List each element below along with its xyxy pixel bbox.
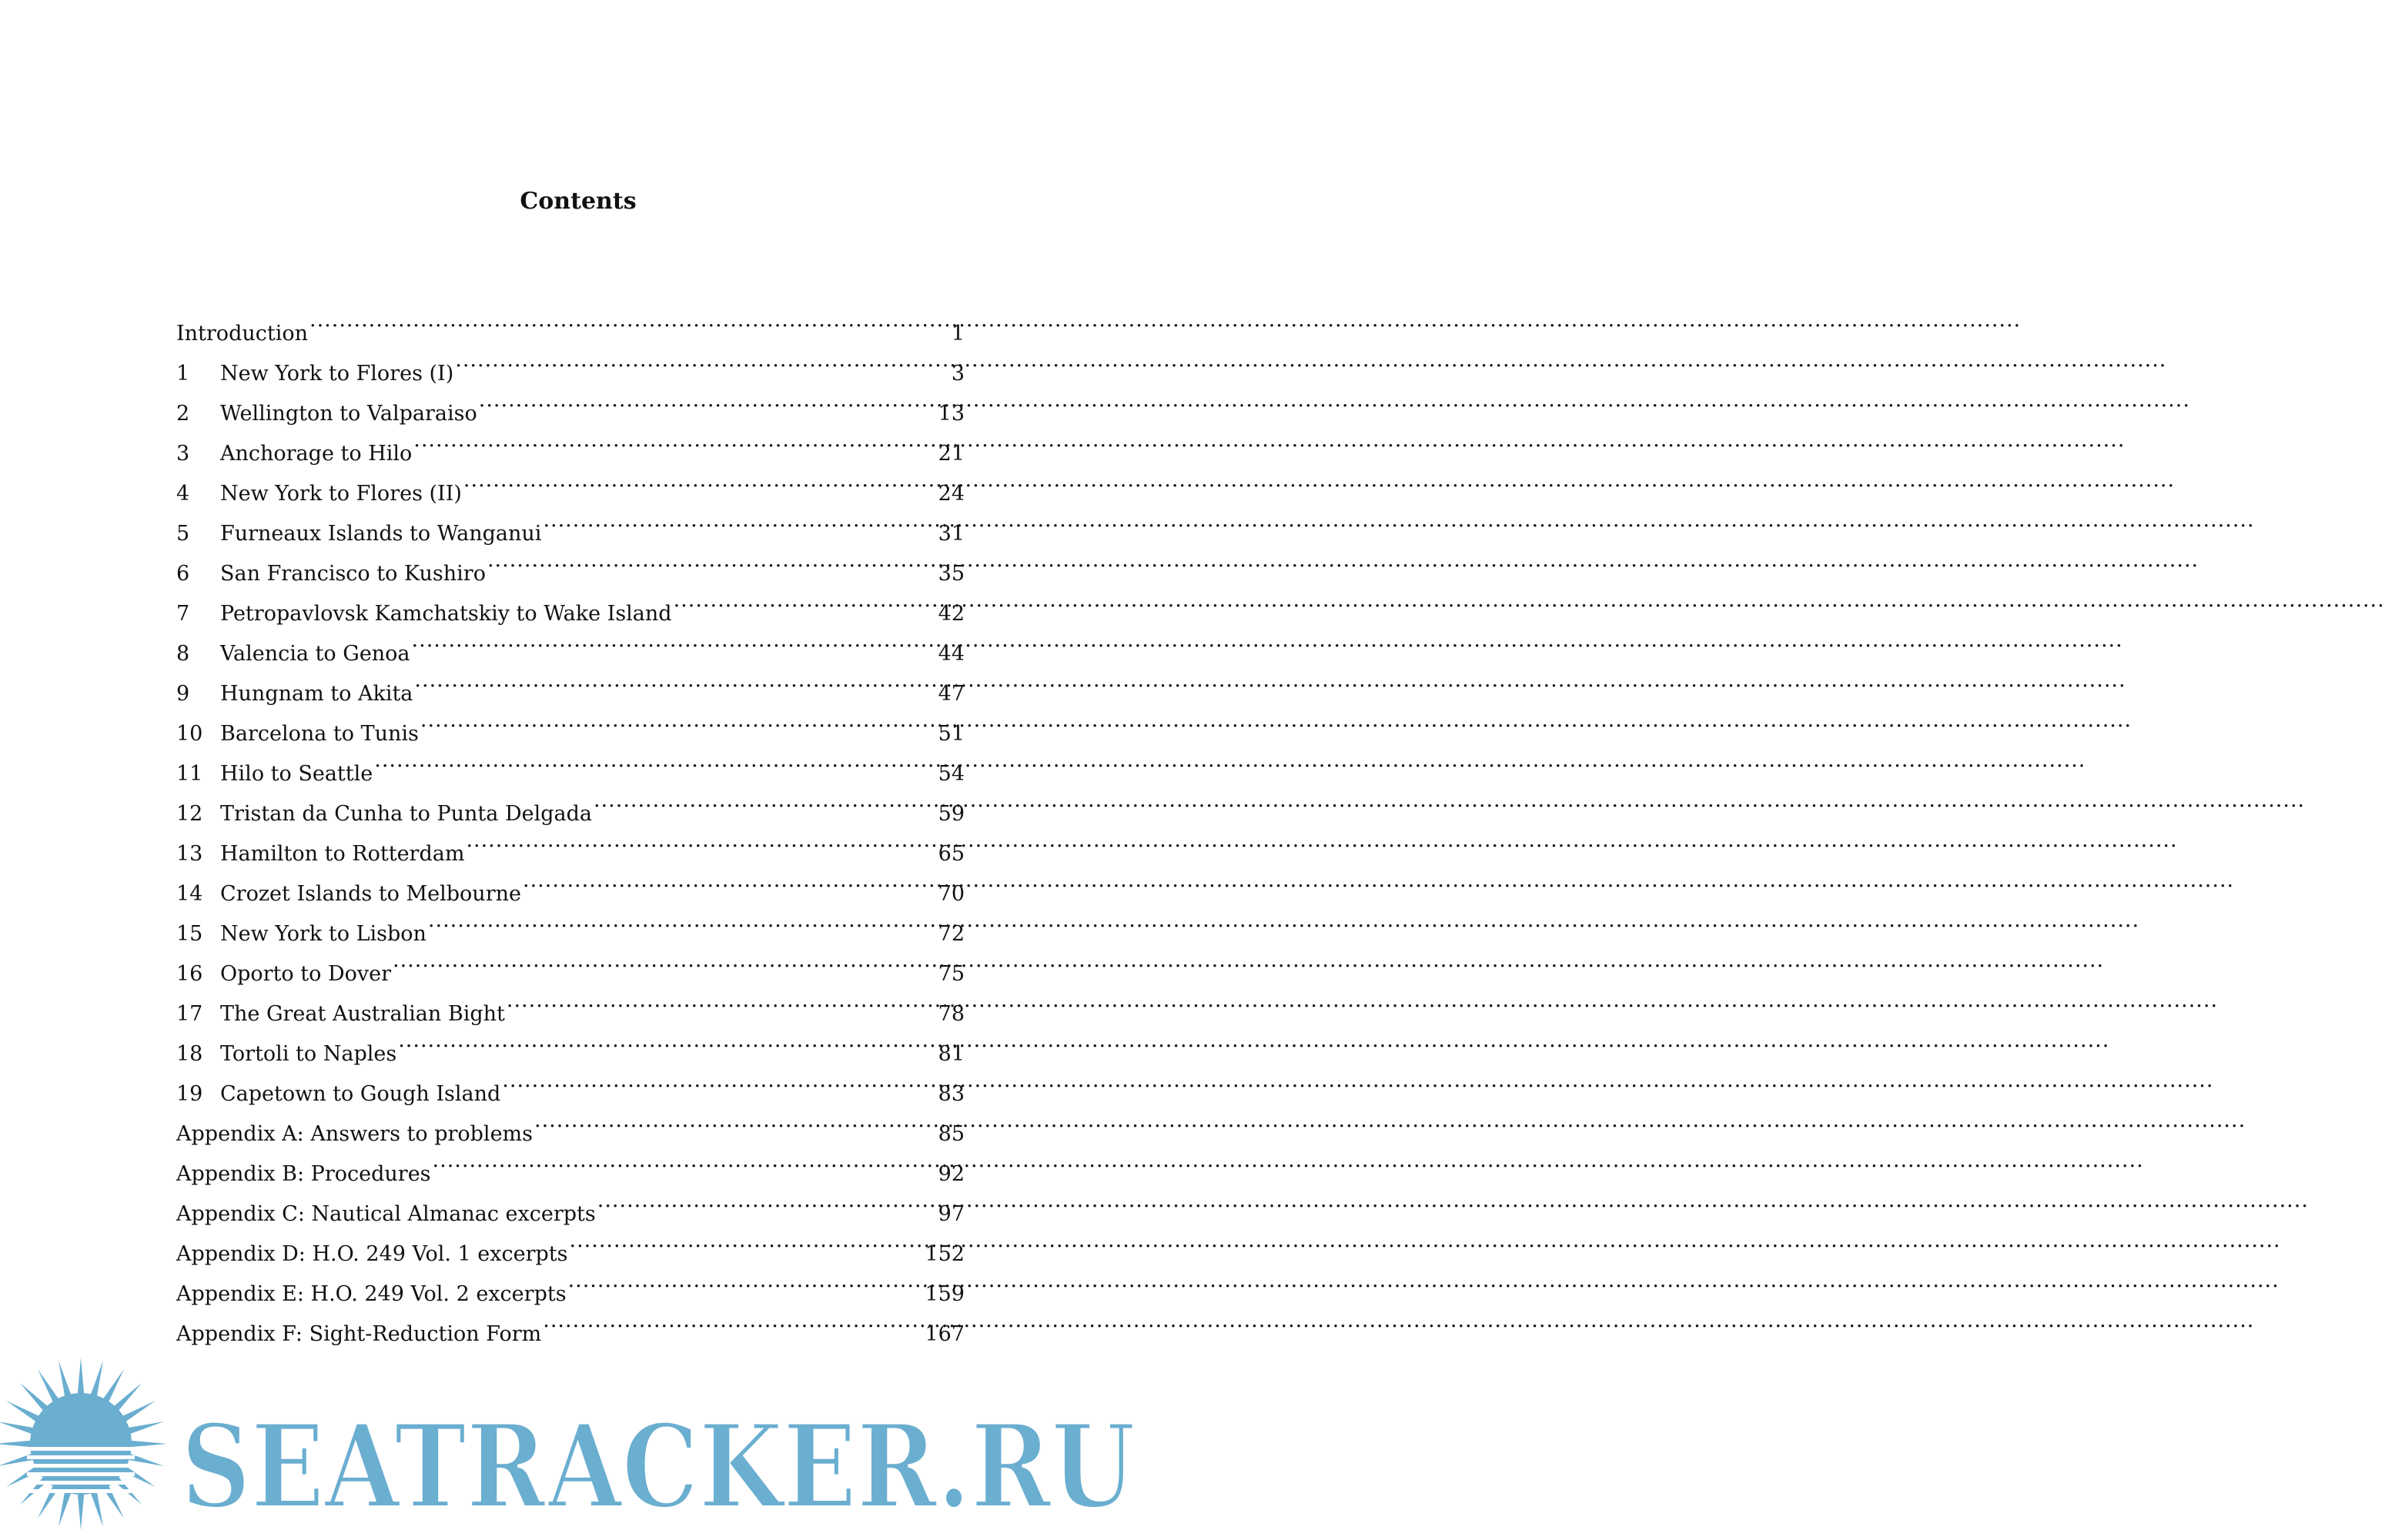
dot-leader: [462, 460, 935, 500]
sun-ray: [59, 1489, 72, 1528]
dot-leader: [486, 540, 935, 580]
page-number: 42: [938, 602, 965, 626]
chapter-number: 2: [176, 402, 190, 426]
dot-leader: [596, 1181, 935, 1221]
page-number: 78: [938, 1002, 965, 1026]
page-number: 54: [938, 762, 965, 786]
page-number: 21: [938, 442, 965, 466]
sun-stripe: [27, 1472, 135, 1476]
watermark-logo: [0, 1353, 1156, 1538]
chapter-number: 1: [176, 362, 190, 386]
entry-title: New York to Flores (II): [220, 482, 462, 506]
page-number: 59: [938, 802, 965, 826]
dot-leader: [500, 1061, 935, 1101]
entry-title: Introduction: [176, 322, 308, 346]
dot-leader: [431, 1141, 935, 1181]
dot-leader: [477, 380, 935, 420]
dot-leader: [521, 860, 935, 900]
sun-ray: [126, 1421, 165, 1435]
entry-title: New York to Lisbon: [220, 922, 426, 946]
page-number: 152: [925, 1242, 965, 1266]
page-number: 97: [938, 1202, 965, 1226]
page-number: 167: [925, 1322, 965, 1346]
chapter-number: 17: [176, 1002, 203, 1026]
dot-leader: [426, 900, 935, 940]
dot-leader: [568, 1221, 922, 1261]
page-number: 72: [938, 922, 965, 946]
dot-leader: [464, 820, 935, 860]
dot-leader: [453, 340, 948, 380]
entry-title: Capetown to Gough Island: [220, 1082, 501, 1106]
chapter-number: 9: [176, 682, 190, 706]
dot-leader: [419, 700, 935, 740]
chapter-number: 5: [176, 522, 190, 546]
page-number: 44: [938, 642, 965, 666]
sun-disc: [30, 1393, 132, 1495]
sun-ray: [38, 1483, 60, 1518]
sun-ray: [6, 1401, 42, 1423]
entry-title: Wellington to Valparaiso: [220, 402, 477, 426]
dot-leader: [373, 740, 935, 780]
sun-ray: [59, 1361, 72, 1399]
page-number: 92: [938, 1162, 965, 1186]
entry-title: The Great Australian Bight: [220, 1002, 505, 1026]
page-number: 35: [938, 562, 965, 586]
entry-title: Tristan da Cunha to Punta Delgada: [220, 802, 592, 826]
entry-title: San Francisco to Kushiro: [220, 562, 486, 586]
page-number: 70: [938, 882, 965, 906]
dot-leader: [412, 420, 935, 460]
entry-title: Hungnam to Akita: [220, 682, 413, 706]
chapter-number: 13: [176, 842, 203, 866]
sun-ray: [90, 1361, 103, 1399]
sun-ray: [78, 1492, 85, 1530]
sun-ray: [102, 1369, 124, 1405]
entry-title: Hilo to Seattle: [220, 762, 373, 786]
page-number: 31: [938, 522, 965, 546]
page-number: 3: [951, 362, 965, 386]
page-number: 1: [951, 322, 965, 346]
toc-entry[interactable]: [176, 300, 965, 346]
entry-title: Appendix D: H.O. 249 Vol. 1 excerpts: [176, 1242, 568, 1266]
dot-leader: [541, 500, 935, 540]
sun-stripe: [27, 1481, 135, 1485]
chapter-number: 7: [176, 602, 190, 626]
dot-leader: [413, 660, 935, 700]
dot-leader: [308, 300, 948, 340]
sun-ray: [120, 1401, 156, 1423]
entry-title: Hamilton to Rotterdam: [220, 842, 465, 866]
page-number: 47: [938, 682, 965, 706]
dot-leader: [672, 580, 935, 620]
chapter-number: 16: [176, 962, 203, 986]
sun-ray: [129, 1441, 167, 1448]
page-number: 24: [938, 482, 965, 506]
entry-title: Tortoli to Naples: [220, 1042, 397, 1066]
table-of-contents: [176, 300, 965, 1346]
chapter-number: 19: [176, 1082, 203, 1106]
sun-ray: [90, 1489, 103, 1528]
chapter-number: 10: [176, 722, 203, 746]
entry-title: Barcelona to Tunis: [220, 722, 419, 746]
dot-leader: [541, 1301, 922, 1341]
dot-leader: [533, 1101, 935, 1141]
entry-title: Appendix A: Answers to problems: [176, 1122, 534, 1146]
chapter-number: 12: [176, 802, 203, 826]
sun-ray: [102, 1483, 124, 1518]
sun-stripe: [27, 1464, 135, 1468]
entry-title: New York to Flores (I): [220, 362, 454, 386]
page-title: Contents: [520, 188, 637, 215]
chapter-number: 14: [176, 882, 203, 906]
entry-title: Furneaux Islands to Wanganui: [220, 522, 542, 546]
chapter-number: 8: [176, 642, 190, 666]
entry-title: Appendix C: Nautical Almanac excerpts: [176, 1202, 596, 1226]
page-number: 51: [938, 722, 965, 746]
entry-title: Crozet Islands to Melbourne: [220, 882, 521, 906]
chapter-number: 18: [176, 1042, 203, 1066]
page-number: 65: [938, 842, 965, 866]
entry-title: Appendix F: Sight-Reduction Form: [176, 1322, 542, 1346]
entry-title: Valencia to Genoa: [220, 642, 410, 666]
page-number: 159: [925, 1282, 965, 1306]
dot-leader: [410, 620, 935, 660]
chapter-number: 3: [176, 442, 190, 466]
dot-leader: [592, 780, 935, 820]
sun-ray: [78, 1358, 85, 1396]
chapter-number: 6: [176, 562, 190, 586]
entry-title: Appendix B: Procedures: [176, 1162, 431, 1186]
sun-ray: [38, 1369, 60, 1405]
page-number: 85: [938, 1122, 965, 1146]
sun-ray: [0, 1441, 33, 1448]
page-number: 75: [938, 962, 965, 986]
dot-leader: [505, 980, 935, 1021]
sun-stripe: [27, 1455, 135, 1459]
watermark-text: SEATRACKER.RU: [181, 1399, 1136, 1535]
page-number: 81: [938, 1042, 965, 1066]
chapter-number: 15: [176, 922, 203, 946]
dot-leader: [396, 1021, 935, 1061]
sun-ray: [0, 1421, 35, 1435]
dot-leader: [391, 940, 935, 980]
entry-title: Appendix E: H.O. 249 Vol. 2 excerpts: [176, 1282, 567, 1306]
sun-icon: [0, 1358, 167, 1530]
page-number: 83: [938, 1082, 965, 1106]
entry-title: Anchorage to Hilo: [220, 442, 413, 466]
chapter-number: 4: [176, 482, 190, 506]
entry-title: Petropavlovsk Kamchatskiy to Wake Island: [220, 602, 672, 626]
sun-stripe: [27, 1489, 135, 1493]
page-number: 13: [938, 402, 965, 426]
dot-leader: [567, 1261, 922, 1301]
entry-title: Oporto to Dover: [220, 962, 391, 986]
chapter-number: 11: [176, 762, 203, 786]
sun-stripe: [27, 1447, 135, 1451]
